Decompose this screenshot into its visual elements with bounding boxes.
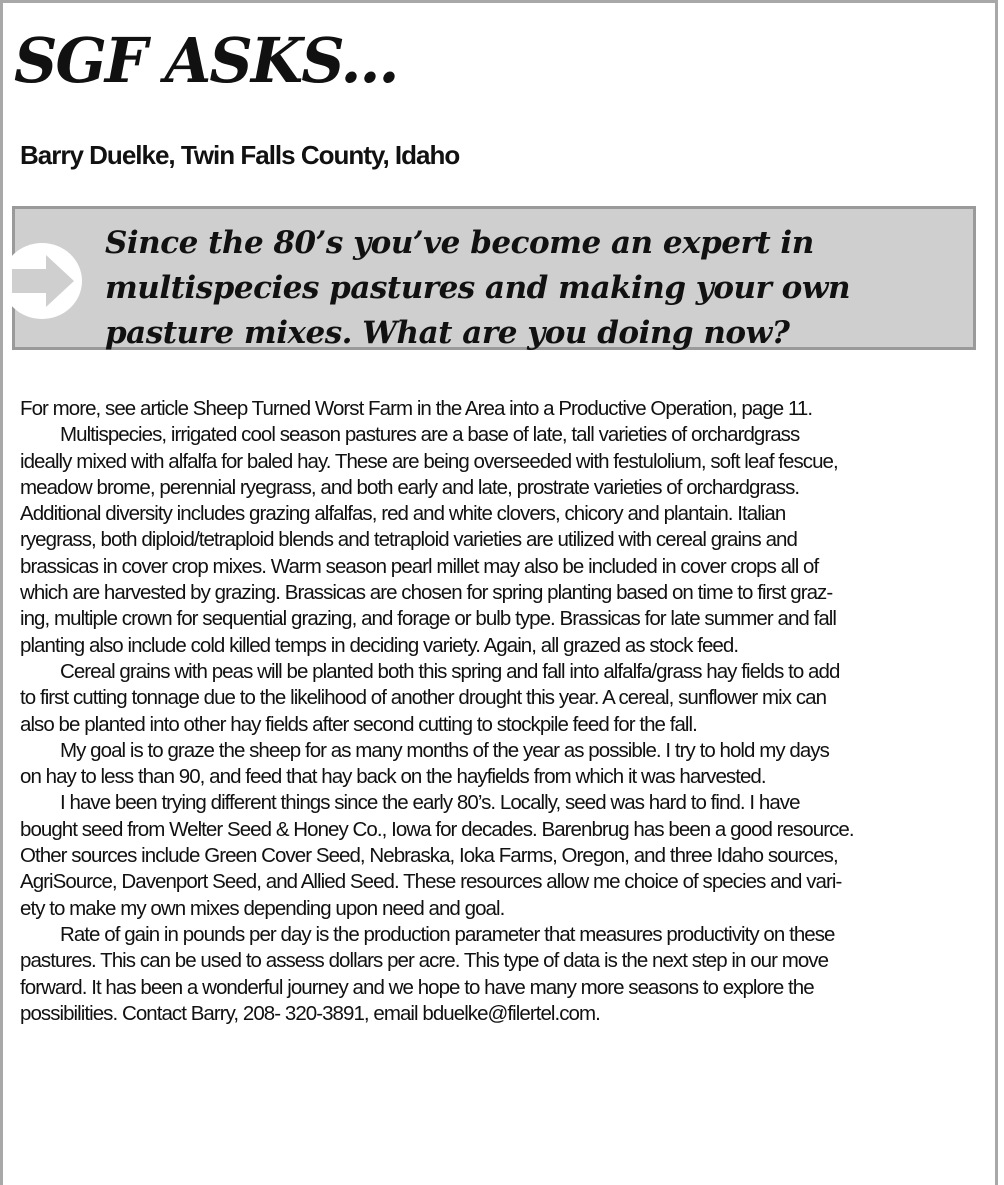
- body-line: Cereal grains with peas will be planted both this spring and fall into alfalfa/grass hay fields to add: [60, 659, 840, 683]
- body-line: pastures. This can be used to assess dollars per acre. This type of data is the next step in our move: [20, 949, 829, 973]
- body-line: to first cutting tonnage due to the likelihood of another drought this year. A cereal, sunflower mix can: [20, 686, 827, 710]
- arrow-right-icon: [12, 243, 84, 319]
- body-line: planting also include cold killed temps in deciding variety. Again, all grazed as stock feed.: [20, 633, 739, 657]
- body-line: My goal is to graze the sheep for as many months of the year as possible. I try to hold my days: [60, 738, 829, 762]
- body-line: bought seed from Welter Seed & Honey Co., Iowa for decades. Barenbrug has been a good resource.: [20, 817, 854, 841]
- body-line: Multispecies, irrigated cool season pastures are a base of late, tall varieties of orchardgrass: [60, 423, 800, 447]
- body-line: Rate of gain in pounds per day is the production parameter that measures productivity on these: [60, 922, 835, 946]
- body-line: ryegrass, both diploid/tetraploid blends and tetraploid varieties are utilized with cereal grains and: [20, 528, 797, 552]
- article-body: [20, 396, 854, 1027]
- body-line: brassicas in cover crop mixes. Warm season pearl millet may also be included in cover crops all of: [20, 554, 819, 578]
- question-line: Since the 80’s you’ve become an expert in: [105, 225, 814, 261]
- body-line: AgriSource, Davenport Seed, and Allied Seed. These resources allow me choice of species and vari-: [20, 870, 842, 894]
- body-line: forward. It has been a wonderful journey and we hope to have many more seasons to explore the: [20, 975, 814, 999]
- body-line: ideally mixed with alfalfa for baled hay. These are being overseeded with festulolium, soft leaf fescue,: [20, 449, 838, 473]
- question-line: multispecies pastures and making your own: [105, 270, 851, 306]
- body-line: possibilities. Contact Barry, 208- 320-3891, email bduelke@filertel.com.: [20, 1001, 600, 1025]
- question-box: [12, 206, 976, 350]
- body-line: For more, see article Sheep Turned Worst Farm in the Area into a Productive Operation, page 11.: [20, 397, 813, 420]
- body-line: ing, multiple crown for sequential grazing, and forage or bulb type. Brassicas for late summer and fall: [20, 607, 837, 631]
- page-title: SGF ASKS...: [14, 24, 398, 97]
- body-line: also be planted into other hay fields after second cutting to stockpile feed for the fall.: [20, 712, 697, 736]
- body-line: which are harvested by grazing. Brassicas are chosen for spring planting based on time to first graz-: [20, 581, 833, 605]
- body-line: Additional diversity includes grazing alfalfas, red and white clovers, chicory and plantain. Italian: [20, 502, 786, 526]
- body-line: ety to make my own mixes depending upon need and goal.: [20, 896, 505, 920]
- body-line: meadow brome, perennial ryegrass, and both early and late, prostrate varieties of orchardgrass.: [20, 475, 800, 499]
- body-line: I have been trying different things since the early 80’s. Locally, seed was hard to find. I have: [60, 791, 800, 815]
- body-line: on hay to less than 90, and feed that hay back on the hayfields from which it was harvested.: [20, 765, 766, 789]
- byline: Barry Duelke, Twin Falls County, Idaho: [20, 140, 460, 170]
- question-line: pasture mixes. What are you doing now?: [105, 315, 790, 351]
- question-text: [105, 221, 850, 356]
- body-line: Other sources include Green Cover Seed, Nebraska, Ioka Farms, Oregon, and three Idaho sources,: [20, 844, 838, 868]
